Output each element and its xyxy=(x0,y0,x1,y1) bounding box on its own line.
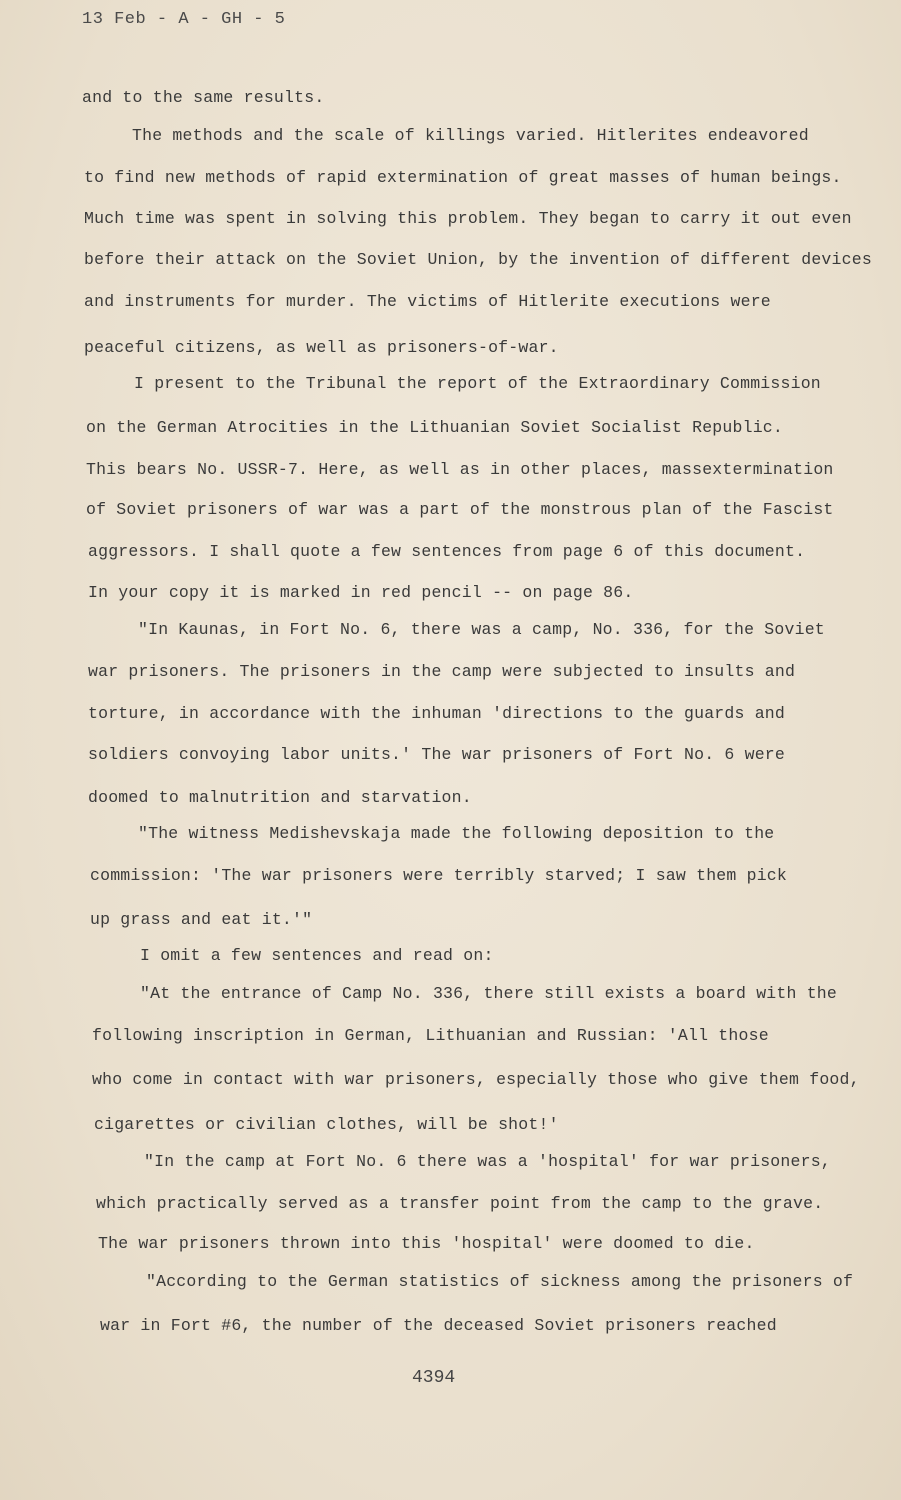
text-line: and instruments for murder. The victims of Hitlerite executions were xyxy=(84,292,771,311)
text-line: who come in contact with war prisoners, especially those who give them food, xyxy=(92,1070,860,1089)
text-line: peaceful citizens, as well as prisoners-of-war. xyxy=(84,338,559,357)
text-line: "At the entrance of Camp No. 336, there still exists a board with the xyxy=(140,984,838,1003)
text-line: aggressors. I shall quote a few sentences from page 6 of this document. xyxy=(88,542,806,561)
text-line: war prisoners. The prisoners in the camp were subjected to insults and xyxy=(88,662,796,681)
text-line: cigarettes or civilian clothes, will be shot!' xyxy=(94,1115,559,1134)
text-line: Much time was spent in solving this problem. They began to carry it out even xyxy=(84,209,852,228)
text-line: up grass and eat it.'" xyxy=(90,910,313,929)
text-line: which practically served as a transfer point from the camp to the grave. xyxy=(96,1194,824,1213)
text-line: on the German Atrocities in the Lithuanian Soviet Socialist Republic. xyxy=(86,418,784,437)
page-number: 4394 xyxy=(412,1368,456,1388)
text-line: "In Kaunas, in Fort No. 6, there was a camp, No. 336, for the Soviet xyxy=(138,620,825,639)
text-line: war in Fort #6, the number of the deceased Soviet prisoners reached xyxy=(100,1316,777,1335)
text-line: doomed to malnutrition and starvation. xyxy=(88,788,472,807)
text-line: torture, in accordance with the inhuman 'directions to the guards and xyxy=(88,704,786,723)
text-line: to find new methods of rapid extermination of great masses of human beings. xyxy=(84,168,842,187)
text-line: The methods and the scale of killings varied. Hitlerites endeavored xyxy=(132,126,809,145)
text-line: The war prisoners thrown into this 'hospital' were doomed to die. xyxy=(98,1234,755,1253)
document-header: 13 Feb - A - GH - 5 xyxy=(82,10,286,29)
text-line: "In the camp at Fort No. 6 there was a 'hospital' for war prisoners, xyxy=(144,1152,831,1171)
text-line: In your copy it is marked in red pencil -- on page 86. xyxy=(88,583,634,602)
text-line: and to the same results. xyxy=(82,88,325,107)
text-line: following inscription in German, Lithuanian and Russian: 'All those xyxy=(92,1026,769,1045)
text-line: commission: 'The war prisoners were terribly starved; I saw them pick xyxy=(90,866,788,885)
text-line: soldiers convoying labor units.' The war prisoners of Fort No. 6 were xyxy=(88,745,786,764)
text-line: before their attack on the Soviet Union, by the invention of different devices xyxy=(84,250,872,269)
text-line: This bears No. USSR-7. Here, as well as in other places, massextermination xyxy=(86,460,834,479)
text-line: I present to the Tribunal the report of the Extraordinary Commission xyxy=(134,374,821,393)
text-line: of Soviet prisoners of war was a part of the monstrous plan of the Fascist xyxy=(86,500,834,519)
text-line: "According to the German statistics of sickness among the prisoners of xyxy=(146,1272,854,1291)
text-line: I omit a few sentences and read on: xyxy=(140,946,494,965)
text-line: "The witness Medishevskaja made the following deposition to the xyxy=(138,824,775,843)
